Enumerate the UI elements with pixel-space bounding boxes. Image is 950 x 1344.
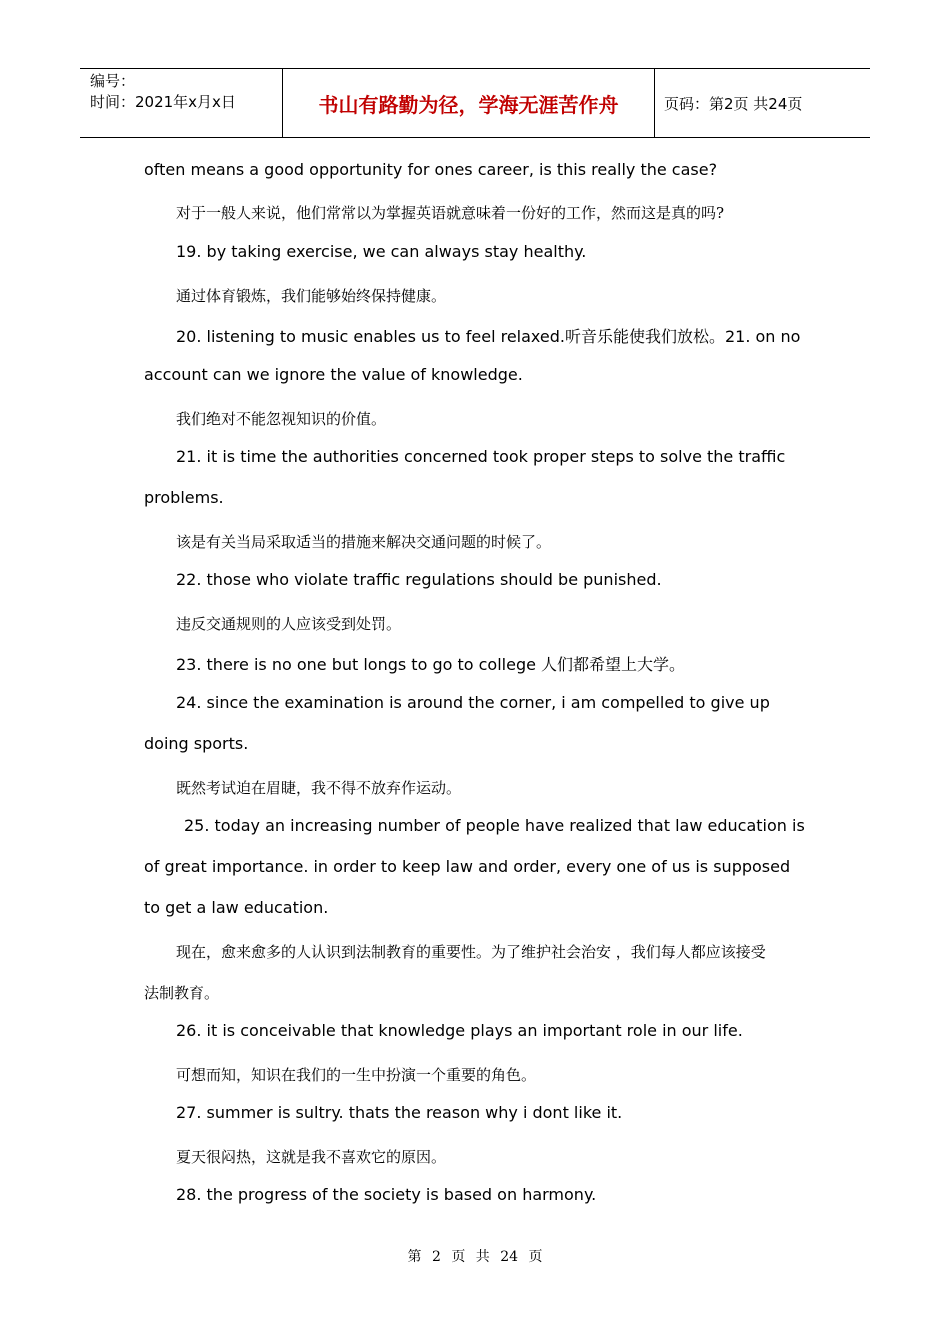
body-line: often means a good opportunity for ones career, is this really the case? bbox=[144, 160, 718, 179]
footer-text: 页 bbox=[451, 1249, 466, 1265]
header-page-info: 页码：第2页 共24页 bbox=[664, 94, 803, 113]
body-line: 25. today an increasing number of people have realized that law education is bbox=[184, 816, 805, 835]
body-line: 可想而知，知识在我们的一生中扮演一个重要的角色。 bbox=[176, 1066, 537, 1084]
header-meta bbox=[80, 69, 282, 137]
footer-total-pages: 24 bbox=[500, 1249, 519, 1265]
body-line: 28. the progress of the society is based on harmony. bbox=[176, 1185, 597, 1204]
body-line: 对于一般人来说，他们常常以为掌握英语就意味着一份好的工作，然而这是真的吗? bbox=[176, 204, 725, 222]
body-line: 22. those who violate traffic regulations should be punished. bbox=[176, 570, 662, 589]
body-line: 23. there is no one but longs to go to college 人们都希望上大学。 bbox=[176, 655, 686, 674]
body-line: 现在，愈来愈多的人认识到法制教育的重要性。为了维护社会治安 ，我们每人都应该接受 bbox=[176, 943, 766, 961]
body-line: to get a law education. bbox=[144, 898, 329, 917]
body-line: 21. it is time the authorities concerned took proper steps to solve the traffic bbox=[176, 447, 786, 466]
body-line: account can we ignore the value of knowledge. bbox=[144, 365, 523, 384]
body-line: 20. listening to music enables us to feel relaxed.听音乐能使我们放松。21. on no bbox=[176, 327, 801, 346]
body-line: of great importance. in order to keep law and order, every one of us is supposed bbox=[144, 857, 791, 876]
body-line: 违反交通规则的人应该受到处罚。 bbox=[176, 615, 402, 633]
body-line: 该是有关当局采取适当的措施来解决交通问题的时候了。 bbox=[176, 533, 552, 551]
body-line: problems. bbox=[144, 488, 224, 507]
body-line: 夏天很闷热，这就是我不喜欢它的原因。 bbox=[176, 1148, 447, 1166]
body-line: doing sports. bbox=[144, 734, 249, 753]
body-line: 27. summer is sultry. thats the reason why i dont like it. bbox=[176, 1103, 623, 1122]
page-footer bbox=[0, 1246, 950, 1266]
footer-page-number: 2 bbox=[431, 1249, 441, 1265]
body-line: 通过体育锻炼，我们能够始终保持健康。 bbox=[176, 287, 447, 305]
body-line: 19. by taking exercise, we can always stay healthy. bbox=[176, 242, 587, 261]
footer-text: 第 bbox=[407, 1249, 422, 1265]
body-line: 法制教育。 bbox=[144, 984, 220, 1002]
footer-text: 页 bbox=[528, 1249, 543, 1265]
header-motto: 书山有路勤为径，学海无涯苦作舟 bbox=[282, 69, 655, 137]
footer-text: 共 bbox=[475, 1249, 490, 1265]
body-line: 我们绝对不能忽视知识的价值。 bbox=[176, 410, 387, 428]
body-line: 24. since the examination is around the corner, i am compelled to give up bbox=[176, 693, 770, 712]
document-number-label: 编号： bbox=[90, 72, 136, 90]
page-header bbox=[80, 68, 870, 138]
body-line: 既然考试迫在眉睫，我不得不放弃作运动。 bbox=[176, 779, 462, 797]
body-line: 26. it is conceivable that knowledge plays an important role in our life. bbox=[176, 1021, 743, 1040]
document-date-label: 时间：2021年x月x日 bbox=[90, 93, 236, 111]
